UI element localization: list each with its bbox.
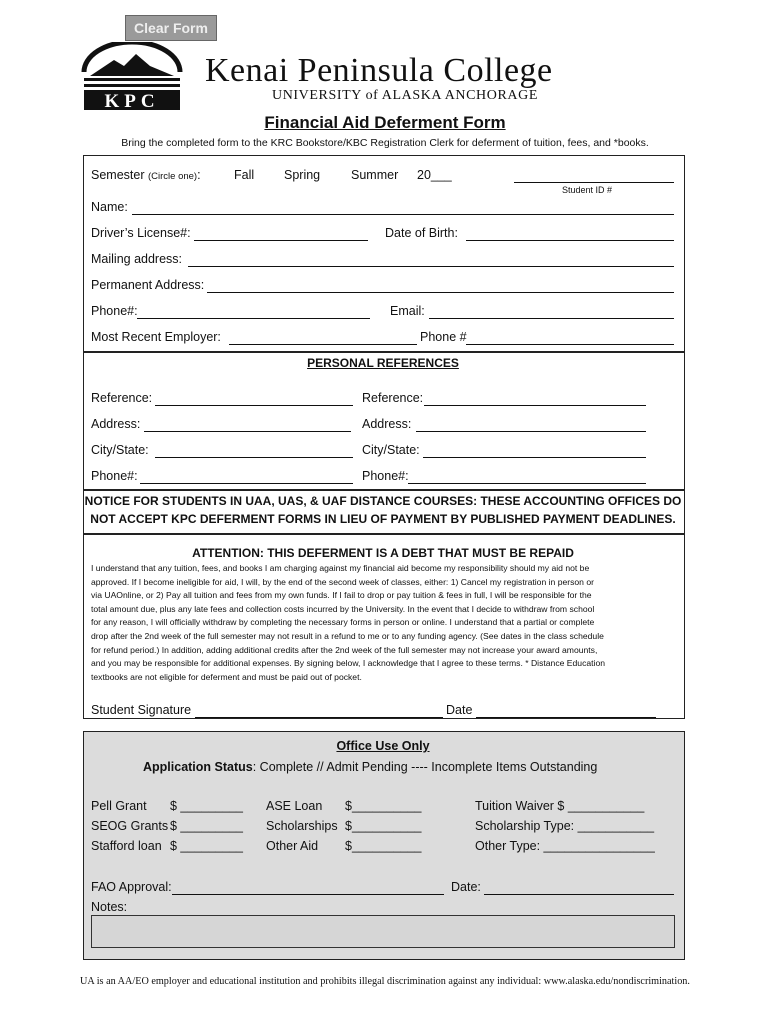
- semester-row: [91, 168, 201, 182]
- reference-2-address-label: Address:: [362, 417, 412, 431]
- reference-1-address-field[interactable]: [144, 417, 351, 432]
- permanent-address-label: Permanent Address:: [91, 278, 205, 292]
- references-heading: PERSONAL REFERENCES: [307, 356, 459, 370]
- fao-approval-field[interactable]: [172, 880, 444, 895]
- semester-summer[interactable]: Summer: [351, 168, 399, 182]
- form-instructions: Bring the completed form to the KRC Bookstore/KBC Registration Clerk for deferment of tuition, fees, and *books.: [121, 137, 649, 149]
- signature-date-field[interactable]: [476, 703, 656, 718]
- date-of-birth-field[interactable]: [466, 226, 674, 241]
- reference-2-label: Reference:: [362, 391, 424, 405]
- nondiscrimination-footer: UA is an AA/EO employer and educational institution and prohibits illegal discrimination against any individual: www.alaska.edu/nondiscrimination.: [80, 976, 690, 987]
- college-name: Kenai Peninsula College: [205, 52, 553, 89]
- reference-2-address-field[interactable]: [416, 417, 646, 432]
- date-of-birth-label: Date of Birth:: [385, 226, 458, 240]
- student-signature-field[interactable]: [195, 703, 443, 718]
- email-label: Email:: [390, 304, 425, 318]
- reference-2-city-field[interactable]: [423, 443, 646, 458]
- scholarships-label: Scholarships: [266, 819, 338, 833]
- permanent-address-field[interactable]: [207, 278, 674, 293]
- terms-line: for any reason, I will officially withdraw by completing the necessary forms in person or online. I understand that a partial or complete: [91, 617, 595, 628]
- attention-heading: ATTENTION: THIS DEFERMENT IS A DEBT THAT MUST BE REPAID: [192, 546, 574, 560]
- distance-notice: [83, 492, 683, 528]
- form-title: Financial Aid Deferment Form: [264, 113, 506, 132]
- reference-1-phone-field[interactable]: [140, 469, 353, 484]
- employer-label: Most Recent Employer:: [91, 330, 221, 344]
- fao-approval-label: FAO Approval:: [91, 880, 172, 894]
- reference-1-label: Reference:: [91, 391, 153, 405]
- application-status-row: [143, 760, 597, 774]
- scholarship-type-field[interactable]: Scholarship Type: ___________: [475, 819, 655, 833]
- ase-loan-label: ASE Loan: [266, 799, 323, 813]
- reference-2-phone-field[interactable]: [408, 469, 646, 484]
- drivers-license-label: Driver’s License#:: [91, 226, 191, 240]
- terms-line: approved. If I become ineligible for aid, I will, by the end of the second week of classes, either: 1) Cancel my registration in person or: [91, 576, 594, 587]
- other-type-field[interactable]: Other Type: ________________: [475, 839, 655, 853]
- student-id-field[interactable]: [514, 168, 674, 183]
- pell-grant-field[interactable]: $ _________: [170, 799, 243, 813]
- terms-line: total amount due, plus any late fees and collection costs incurred by the University. In the event that I decide to withdraw from school: [91, 603, 595, 614]
- drivers-license-field[interactable]: [194, 226, 368, 241]
- student-signature-label: Student Signature: [91, 703, 192, 717]
- notes-field[interactable]: [91, 915, 675, 948]
- terms-line: via UAOnline, or 2) Pay all tuition and fees from my own funds. If I fail to drop or pay tuition & fees in full, I will be responsible for the: [91, 590, 592, 601]
- clear-form-button[interactable]: Clear Form: [125, 15, 217, 41]
- mailing-address-field[interactable]: [188, 252, 674, 267]
- reference-2-field[interactable]: [424, 391, 646, 406]
- semester-colon: :: [197, 168, 201, 182]
- attention-terms: [91, 562, 681, 684]
- notice-line-2: NOT ACCEPT KPC DEFERMENT FORMS IN LIEU OF PAYMENT BY PUBLISHED PAYMENT DEADLINES.: [90, 512, 676, 526]
- ase-loan-field[interactable]: $__________: [345, 799, 422, 813]
- scholarships-field[interactable]: $__________: [345, 819, 422, 833]
- reference-1-city-label: City/State:: [91, 443, 149, 457]
- semester-hint: (Circle one): [147, 171, 198, 182]
- notice-line-1: NOTICE FOR STUDENTS IN UAA, UAS, & UAF DISTANCE COURSES: THESE ACCOUNTING OFFICES DO: [84, 494, 682, 508]
- semester-fall[interactable]: Fall: [234, 168, 255, 182]
- name-label: Name:: [91, 200, 128, 214]
- tuition-waiver-field[interactable]: Tuition Waiver $ ___________: [475, 799, 645, 813]
- fao-date-field[interactable]: [484, 880, 674, 895]
- reference-1-phone-label: Phone#:: [91, 469, 138, 483]
- other-aid-label: Other Aid: [266, 839, 319, 853]
- notes-label: Notes:: [91, 900, 128, 914]
- seog-grants-label: SEOG Grants: [91, 819, 169, 833]
- kpc-logo: [80, 42, 184, 112]
- stafford-loan-field[interactable]: $ _________: [170, 839, 243, 853]
- email-field[interactable]: [429, 304, 674, 319]
- application-status-options: : Complete // Admit Pending ---- Incomplete Items Outstanding: [252, 760, 598, 774]
- employer-phone-field[interactable]: [466, 330, 674, 345]
- student-id-label: Student ID #: [562, 185, 613, 195]
- employer-phone-label: Phone #: [420, 330, 467, 344]
- svg-text:KPC: KPC: [104, 91, 160, 112]
- application-status-label: Application Status: [143, 760, 253, 774]
- university-name: UNIVERSITY of ALASKA ANCHORAGE: [272, 88, 538, 103]
- signature-date-label: Date: [446, 703, 473, 717]
- semester-label: Semester: [91, 168, 145, 182]
- pell-grant-label: Pell Grant: [91, 799, 147, 813]
- semester-spring[interactable]: Spring: [284, 168, 321, 182]
- reference-2-city-label: City/State:: [362, 443, 420, 457]
- reference-2-phone-label: Phone#:: [362, 469, 409, 483]
- other-aid-field[interactable]: $__________: [345, 839, 422, 853]
- semester-year[interactable]: 20___: [417, 168, 452, 182]
- phone-field[interactable]: [137, 304, 370, 319]
- fao-date-label: Date:: [451, 880, 481, 894]
- terms-line: and you may be responsible for additional expenses. By signing below, I acknowledge that I agree to these terms. * Distance Education: [91, 658, 606, 669]
- seog-grants-field[interactable]: $ _________: [170, 819, 243, 833]
- terms-line: textbooks are not eligible for deferment and must be paid out of pocket.: [91, 671, 362, 682]
- terms-line: I understand that any tuition, fees, and books I am charging against my financial aid become my responsibility should my aid not be: [91, 563, 590, 573]
- office-use-heading: Office Use Only: [336, 739, 430, 753]
- phone-label: Phone#:: [91, 304, 138, 318]
- mailing-address-label: Mailing address:: [91, 252, 183, 266]
- employer-field[interactable]: [229, 330, 417, 345]
- reference-1-field[interactable]: [155, 391, 353, 406]
- reference-1-city-field[interactable]: [155, 443, 353, 458]
- terms-line: for refund period.) In addition, adding additional credits after the 2nd week of the full semester may not increase your award amounts,: [91, 644, 598, 655]
- terms-line: drop after the 2nd week of the full semester may not result in a refund to me or to any funding agency. (See dates in the class schedule: [91, 630, 604, 641]
- name-field[interactable]: [132, 200, 674, 215]
- reference-1-address-label: Address:: [91, 417, 141, 431]
- stafford-loan-label: Stafford loan: [91, 839, 162, 853]
